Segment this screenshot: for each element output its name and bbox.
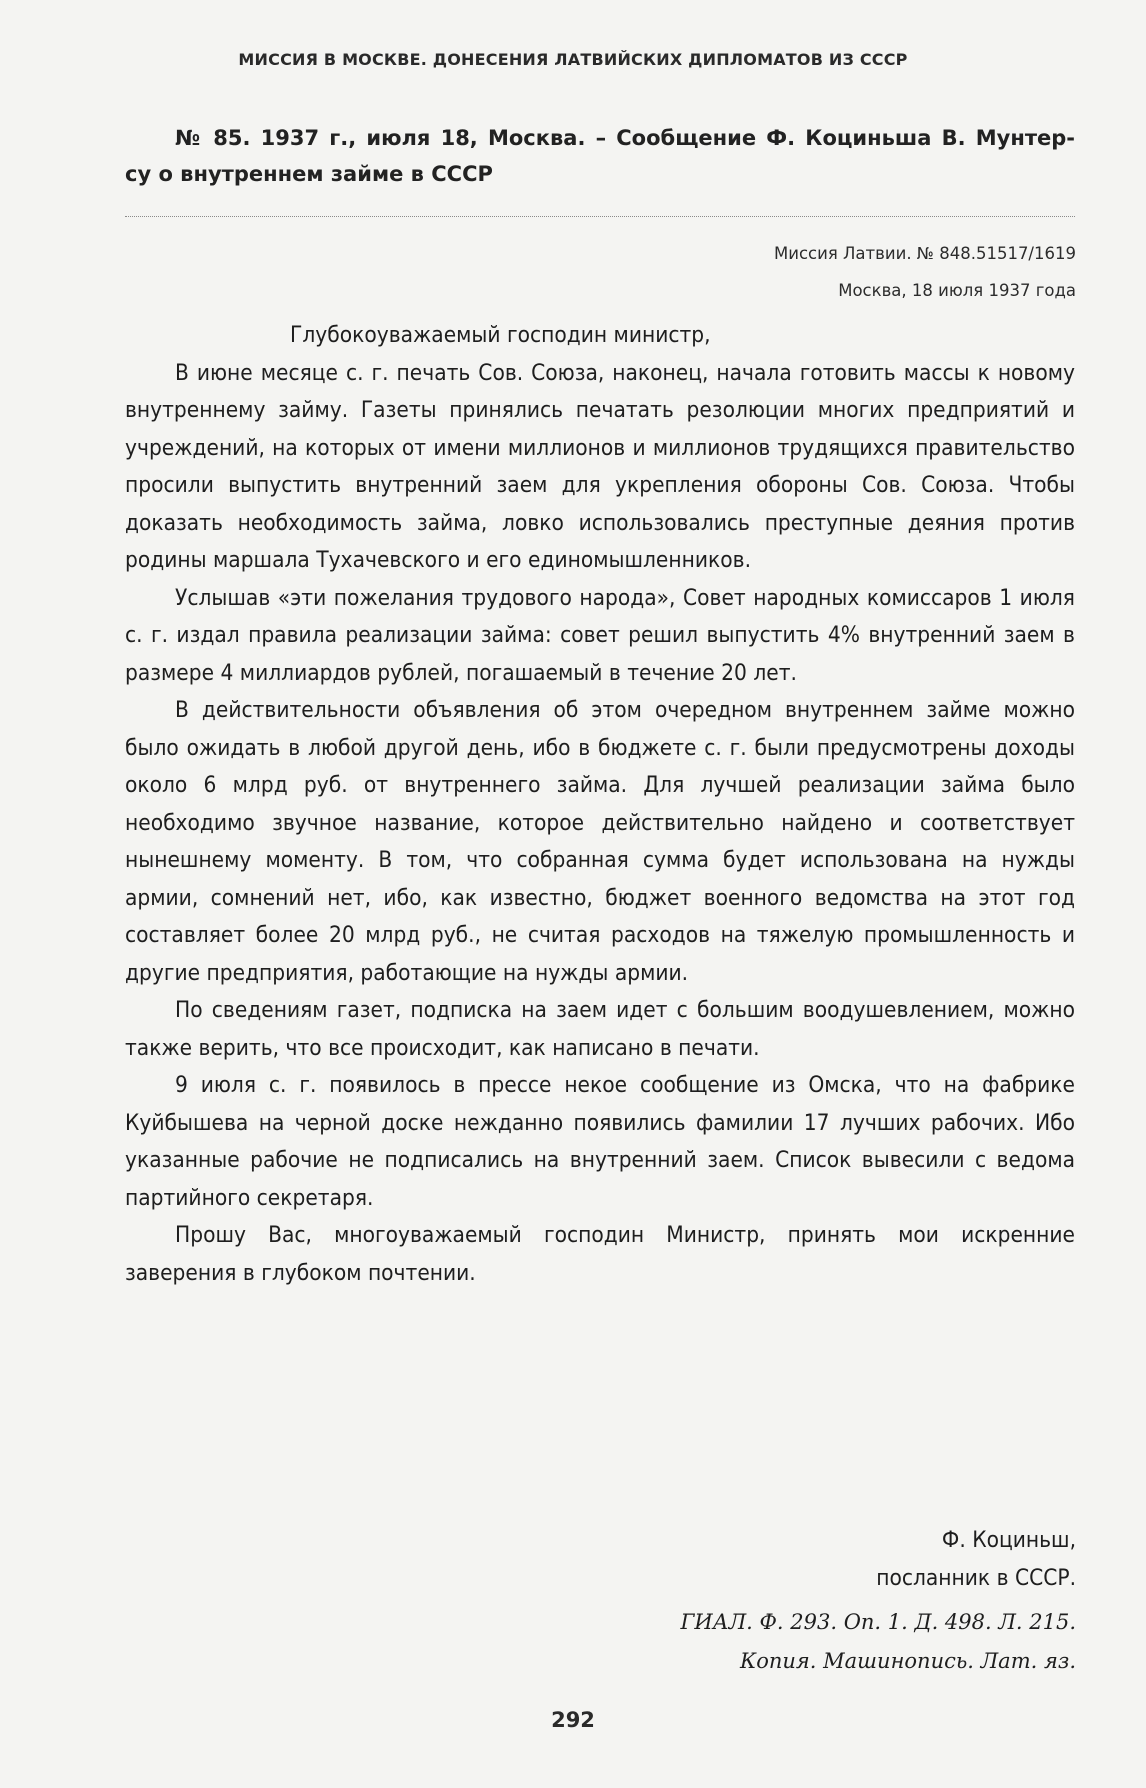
mission-reference: Миссия Латвии. № 848.51517/1619 bbox=[774, 244, 1076, 263]
paragraph: По сведениям газет, подписка на заем идет с большим воодушевлением, можно также верить, что все происходит, как написано в печати. bbox=[125, 997, 1075, 1061]
archive-source bbox=[560, 1603, 1076, 1681]
paragraph: Услышав «эти пожелания трудового народа», Совет народных комиссаров 1 июля с. г. издал правила реализации займа: совет решил выпустить 4% внутренний заем в размере 4 миллиардов рублей, погашаемый в течение 20 лет. bbox=[125, 584, 1075, 686]
paragraph: В июне месяце с. г. печать Сов. Союза, наконец, начала готовить массы к новому внутреннему займу. Газеты принялись печатать резолюции многих предприятий и учреждений, на которых от имени миллионов и миллионов трудящихся правительство просили выпустить внутренний заем для укрепления обороны Сов. Союза. Чтобы доказать необходимость займа, ловко использовались преступные деяния против родины маршала Тухачевского и его единомышленников. bbox=[125, 359, 1075, 573]
place-date: Москва, 18 июля 1937 года bbox=[838, 281, 1076, 300]
signature-name: Ф. Коциньш, bbox=[941, 1527, 1076, 1553]
document-title-line-2: су о внутреннем займе в СССР bbox=[125, 162, 493, 186]
page-number: 292 bbox=[551, 1708, 595, 1732]
archive-reference: ГИАЛ. Ф. 293. Оп. 1. Д. 498. Л. 215. bbox=[680, 1610, 1076, 1634]
letter-body bbox=[125, 317, 1075, 1292]
running-head: МИССИЯ В МОСКВЕ. ДОНЕСЕНИЯ ЛАТВИЙСКИХ ДИПЛОМАТОВ ИЗ СССР bbox=[238, 50, 908, 69]
paragraph: 9 июля с. г. появилось в прессе некое сообщение из Омска, что на фабрике Куйбышева на черной доске нежданно появились фамилии 17 лучших рабочих. Ибо указанные рабочие не подписались на внутренний заем. Список вывесили с ведома партийного секретаря. bbox=[125, 1072, 1075, 1211]
signature-block bbox=[600, 1521, 1076, 1597]
copy-note: Копия. Машинопись. Лат. яз. bbox=[739, 1649, 1076, 1673]
salutation: Глубокоуважаемый господин министр, bbox=[290, 322, 711, 348]
document-title-line-1: № 85. 1937 г., июля 18, Москва. – Сообщение Ф. Коциньша В. Мунтер- bbox=[175, 126, 1075, 150]
signature-title: посланник в СССР. bbox=[876, 1565, 1076, 1591]
paragraph: Прошу Вас, многоуважаемый господин Министр, принять мои искренние заверения в глубоком почтении. bbox=[125, 1222, 1075, 1286]
paragraph: В действительности объявления об этом очередном внутреннем займе можно было ожидать в любой другой день, ибо в бюджете с. г. были предусмотрены доходы около 6 млрд руб. от внутреннего займа. Для лучшей реализации займа было необходимо звучное название, которое действительно найдено и соответствует нынешнему моменту. В том, что собранная сумма будет использована на нужды армии, сомнений нет, ибо, как известно, бюджет военного ведомства на этот год составляет более 20 млрд руб., не считая расходов на тяжелую промышленность и другие предприятия, работающие на нужды армии. bbox=[125, 697, 1075, 986]
document-title bbox=[125, 120, 1075, 192]
dotted-divider bbox=[125, 216, 1075, 217]
